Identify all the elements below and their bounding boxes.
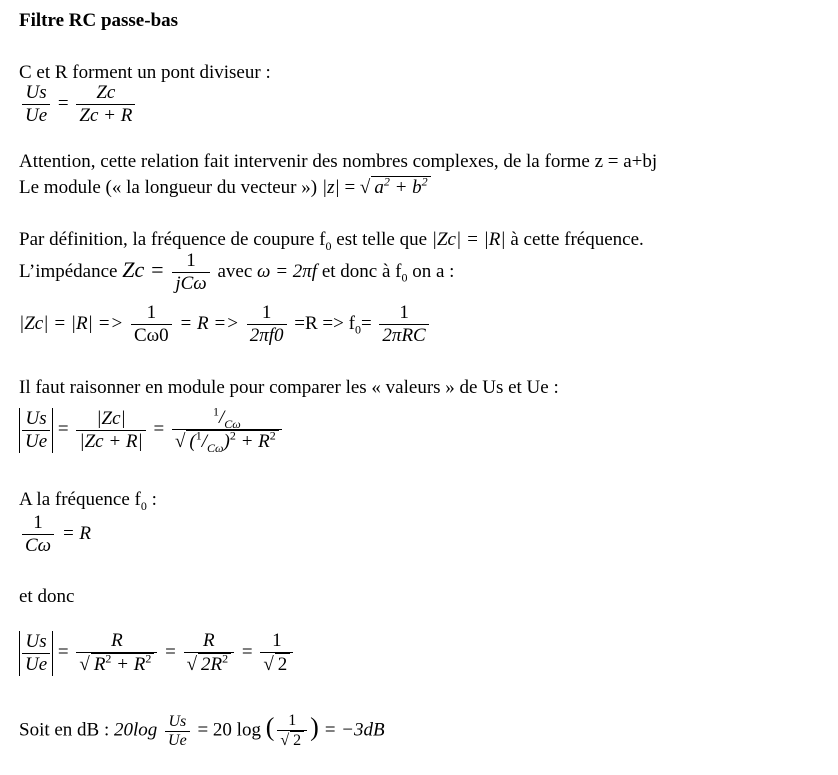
module-equation: $\frac{Us}{Ue}$ = $\frac{|Zc|}{|Zc + R|}$ = $\frac{^1/_{C\omega}}{√ (^1/_{C\omega})^2 + R^2}$ <box>19 407 285 453</box>
intro-text: C et R forment un pont diviseur : <box>19 62 271 83</box>
impedance-line: L’impédance Zc = $\frac{1}{\text{jCω}}$ avec ω = 2πf et donc à $f_0$ on a : <box>19 250 455 294</box>
frequency-text: A la fréquence $f_0$ : <box>19 489 157 513</box>
decibel-line: Soit en dB : 20log $\frac{Us}{Ue}$ = 20 log ( $\frac{1}{√ 2}$ ) = −3dB <box>19 712 385 749</box>
f1-num: Us <box>25 82 47 103</box>
f1-den2: Zc + R <box>76 104 135 127</box>
f1-den: Ue <box>22 104 50 127</box>
definition-text: Par définition, la fréquence de coupure $f_0$ est telle que |Zc| = |R| à cette fréquence. <box>19 229 644 253</box>
cutoff-chain: |Zc| = |R| => $\frac{1}{C\omega 0}$ = R => $\frac{1}{2\pi f0}$ $=R => f_0=$ $\frac{1}{\text{2πRC}}$ <box>19 302 432 347</box>
cutoff-condition: $\frac{1}{C\omega}$ = R <box>19 512 91 557</box>
f1-num2: Zc <box>96 82 116 103</box>
et-donc-text: et donc <box>19 586 75 607</box>
module-text: Le module (« la longueur du vecteur ») |z| = √ $a^2 + b^2$ <box>19 176 431 199</box>
divider-formula: $\frac{Us}{Ue}$ = $\frac{Zc}{Zc + R}$ <box>19 82 138 127</box>
page-title: Filtre RC passe-bas <box>19 10 179 31</box>
final-equation: $\frac{Us}{Ue}$ = $\frac{R}{√ R^2 + R^2}$ = $\frac{R}{√ 2R^2}$ = $\frac{1}{√ 2}$ <box>19 630 296 676</box>
attention-text: Attention, cette relation fait intervenir des nombres complexes, de la forme z = a+bj <box>19 151 658 172</box>
module-reasoning-text: Il faut raisonner en module pour comparer les « valeurs » de Us et Ue : <box>19 377 559 398</box>
